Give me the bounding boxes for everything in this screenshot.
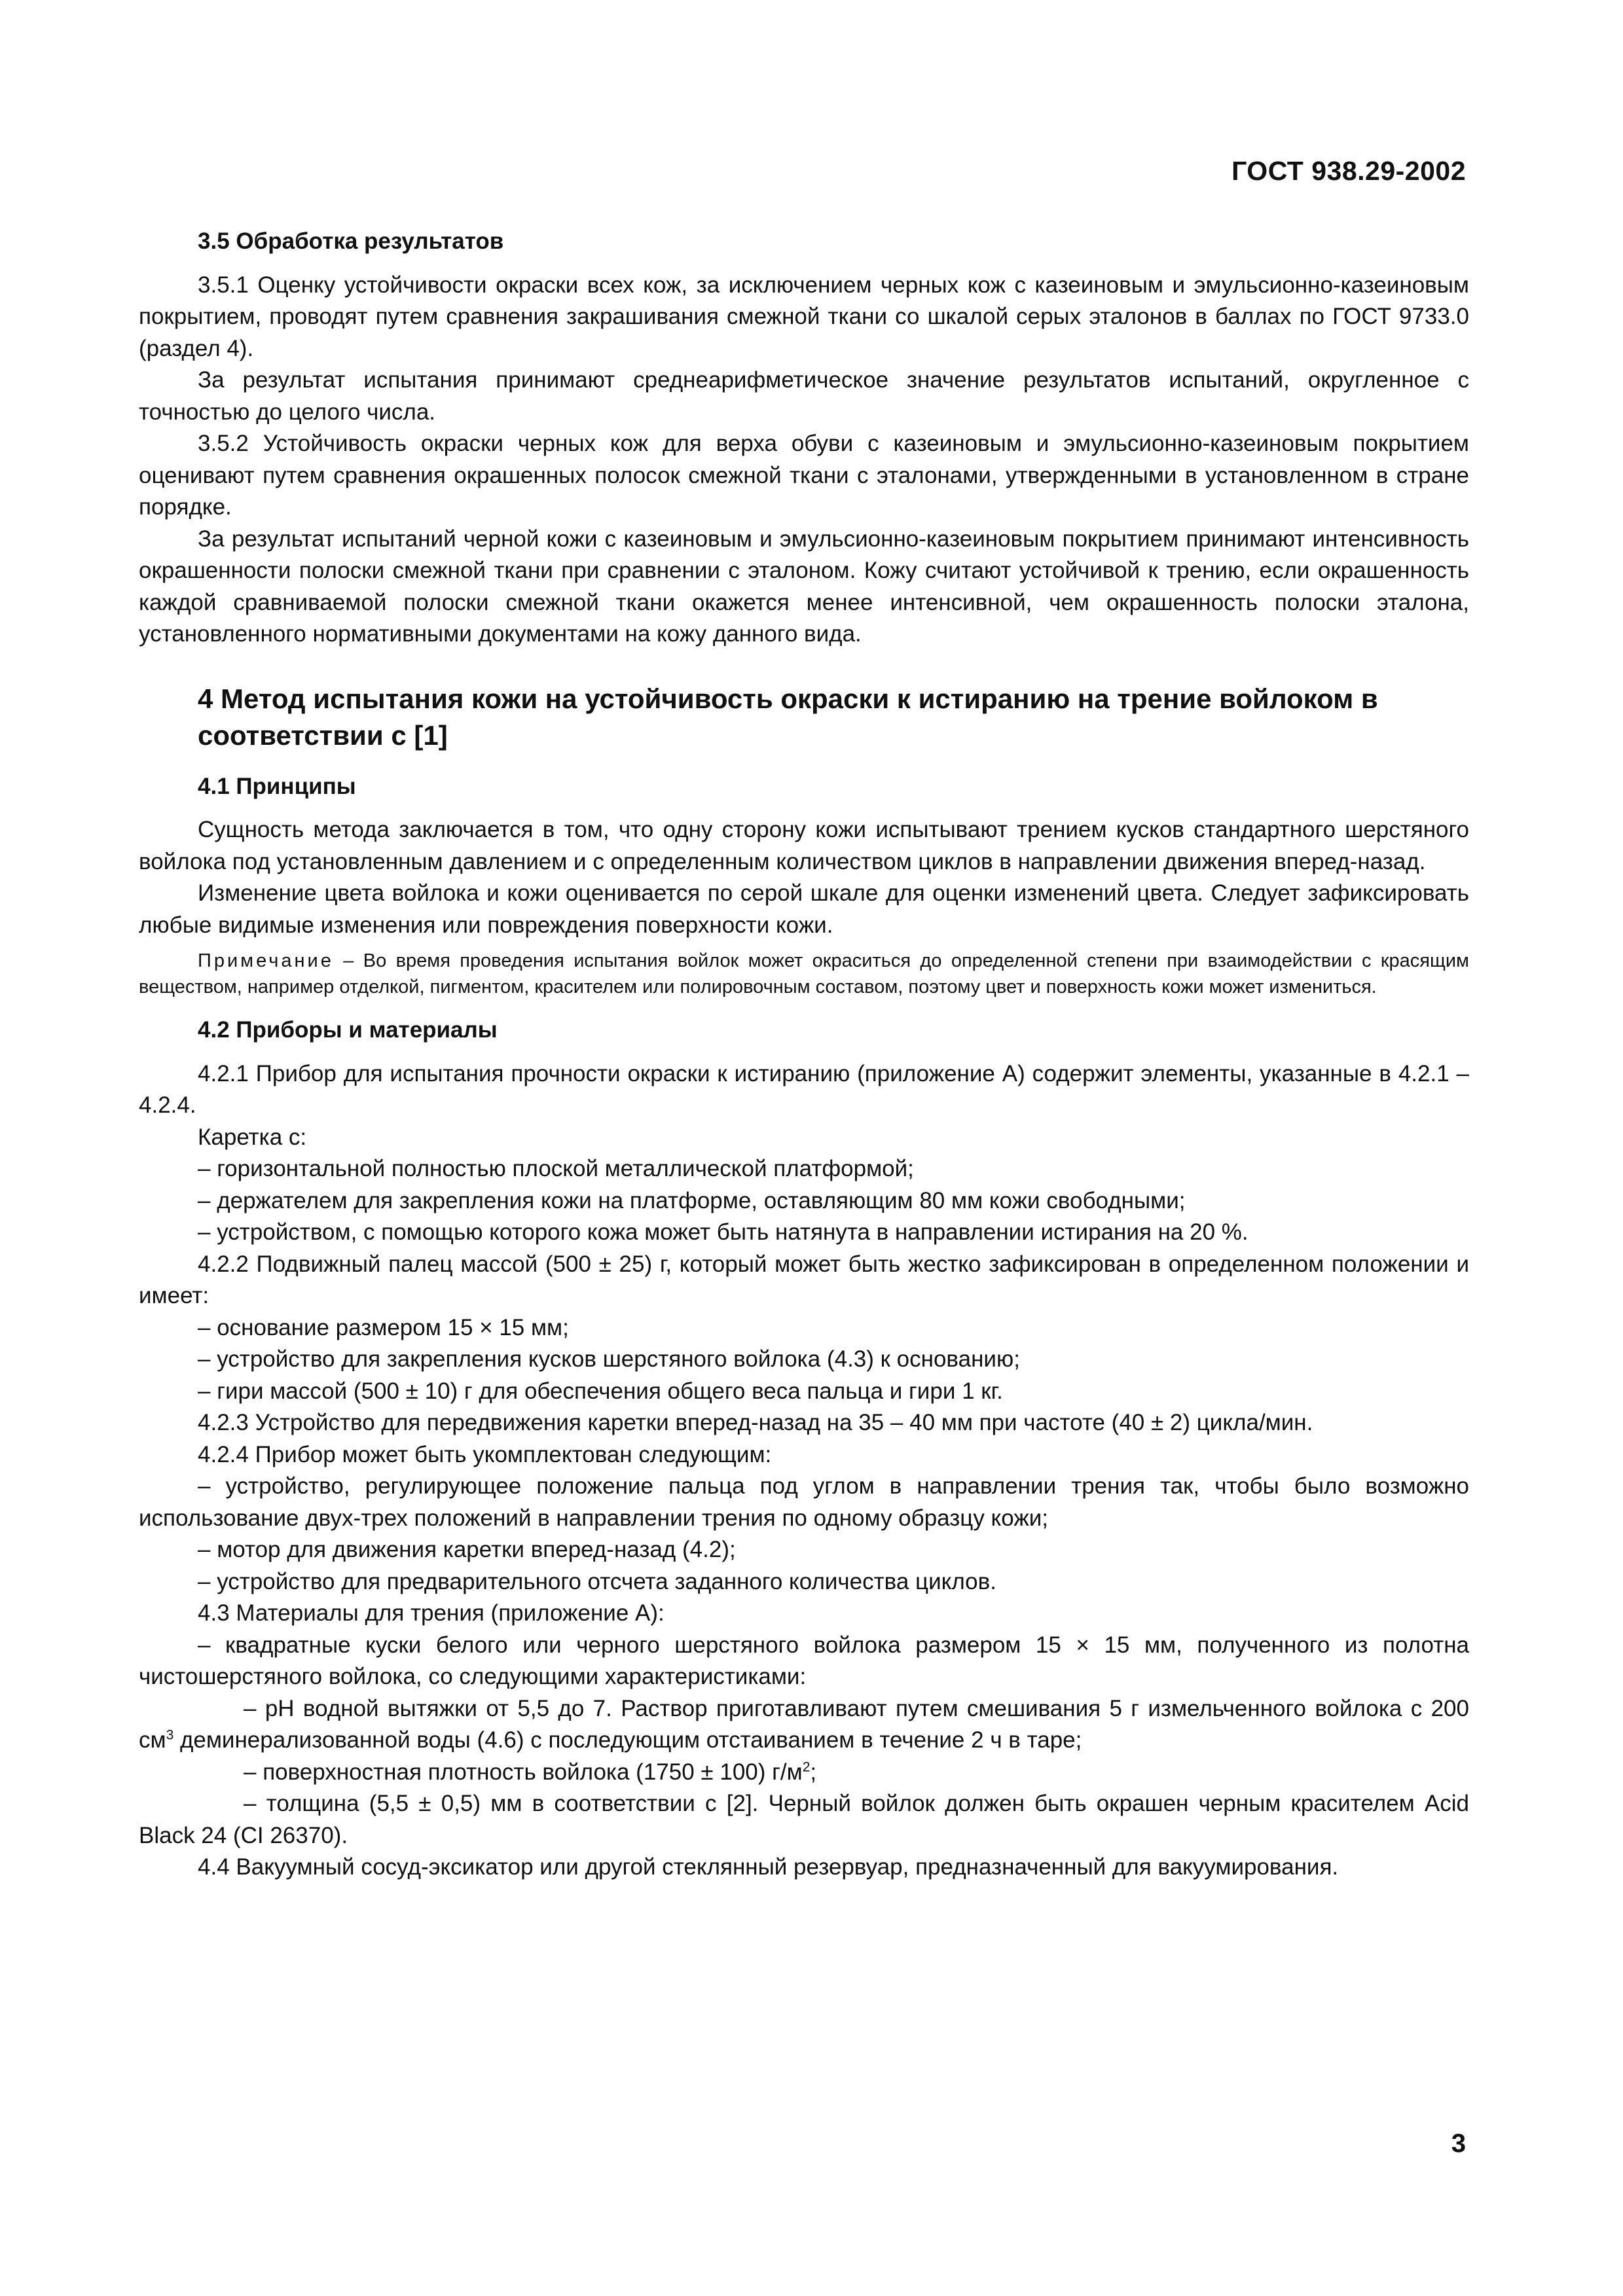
line-base-size: – основание размером 15 × 15 мм; (198, 1314, 569, 1340)
section-4-2-title: 4.2 Приборы и материалы (198, 1017, 498, 1043)
note-label: Примечание (198, 950, 334, 971)
section-3-5-title: 3.5 Обработка результатов (198, 228, 504, 254)
section-4-1-title: 4.1 Принципы (198, 773, 356, 799)
line-4-2-1: 4.2.1 Прибор для испытания прочности окраски к истиранию (приложение А) содержит элементы, указанные в 4.2.1 – 4.2.4. (139, 1060, 1469, 1118)
line-motor: – мотор для движения каретки вперед-назад (4.2); (198, 1537, 736, 1562)
standard-designation: ГОСТ 938.29-2002 (1231, 156, 1466, 186)
paragraph-3-5-1: 3.5.1 Оценку устойчивости окраски всех кож, за исключением черных кож с казеиновым и эмульсионно-казеиновым покрытием, проводят путем сравнения закрашивания смежной ткани со шкалой серых эталонов в баллах по ГОСТ 9733.0 (раздел 4). (139, 272, 1469, 361)
document-body (139, 226, 1469, 1884)
note (139, 948, 1469, 1000)
note-text: – Во время проведения испытания войлок может окраситься до определенной степени при взаимодействии с красящим веществом, например отделкой, пигментом, красителем или полировочным составом, поэтому цвет и поверхность кожи может измениться. (139, 950, 1469, 997)
line-density (139, 1757, 1469, 1789)
line-platform: – горизонтальной полностью плоской металлической платформой; (198, 1156, 914, 1181)
line-holder: – держателем для закрепления кожи на платформе, оставляющим 80 мм кожи свободными; (198, 1187, 1186, 1213)
paragraph-4-4: 4.4 Вакуумный сосуд-эксикатор или другой стеклянный резервуар, предназначенный для вакуумирования. (198, 1854, 1339, 1880)
ph-superscript: 3 (166, 1727, 174, 1743)
page-number: 3 (1451, 2129, 1466, 2158)
ph-text-a: – рН водной вытяжки от 5,5 до 7. Раствор приготавливают путем смешивания 5 г измельченного войлока с 200 см (139, 1695, 1469, 1753)
paragraph-3-5-2-result: За результат испытаний черной кожи с казеиновым и эмульсионно-казеиновым покрытием принимают интенсивность окрашенности полоски смежной ткани при сравнении с эталоном. Кожу считают устойчивой к трению, если окрашенность каждой сравниваемой полоски смежной ткани окажется менее интенсивной, чем окрашенность полоски эталона, установленного нормативными документами на кожу данного вида. (139, 526, 1469, 647)
paragraph-3-5-2: 3.5.2 Устойчивость окраски черных кож для верха обуви с казеиновым и эмульсионно-казеиновым покрытием оценивают путем сравнения окрашенных полосок смежной ткани с эталонами, утвержденными в установленном в стране порядке. (139, 431, 1469, 520)
line-4-3: 4.3 Материалы для трения (приложение А): (198, 1600, 665, 1626)
density-text-a: – поверхностная плотность войлока (1750 ± 100) г/м (244, 1759, 803, 1785)
line-angle-device: – устройство, регулирующее положение пальца под углом в направлении трения так, чтобы было возможно использование двух-трех положений в направлении трения по одному образцу кожи; (139, 1473, 1469, 1531)
line-weights: – гири массой (500 ± 10) г для обеспечения общего веса пальца и гири 1 кг. (198, 1378, 1003, 1404)
density-text-b: ; (810, 1759, 817, 1785)
line-4-2-2: 4.2.2 Подвижный палец массой (500 ± 25) г, который может быть жестко зафиксирован в определенном положении и имеет: (139, 1251, 1469, 1308)
line-felt-fixing: – устройство для закрепления кусков шерстяного войлока (4.3) к основанию; (198, 1346, 1020, 1372)
line-felt-squares: – квадратные куски белого или черного шерстяного войлока размером 15 × 15 мм, полученного из полотна чистошерстяного войлока, со следующими характеристиками: (139, 1632, 1469, 1689)
section-4-title: 4 Метод испытания кожи на устойчивость окраски к истиранию на трение войлоком в соответствии с [1] (198, 683, 1378, 751)
ph-text-b: деминерализованной воды (4.6) с последующим отстаиванием в течение 2 ч в таре; (173, 1727, 1082, 1753)
line-carriage: Каретка с: (198, 1124, 307, 1150)
paragraph-4-1-principle: Сущность метода заключается в том, что одну сторону кожи испытывают трением кусков стандартного шерстяного войлока под установленным давлением и с определенным количеством циклов в направлении движения вперед-назад. (139, 817, 1469, 874)
line-ph (139, 1693, 1469, 1757)
paragraph-3-5-1-result: За результат испытания принимают среднеарифметическое значение результатов испытаний, округленное с точностью до целого числа. (139, 367, 1469, 425)
line-thickness: – толщина (5,5 ± 0,5) мм в соответствии с [2]. Черный войлок должен быть окрашен черным красителем Acid Black 24 (CI 26370). (139, 1791, 1469, 1848)
line-stretch-device: – устройством, с помощью которого кожа может быть натянута в направлении истирания на 20 %. (198, 1219, 1249, 1245)
line-4-2-4: 4.2.4 Прибор может быть укомплектован следующим: (198, 1441, 772, 1467)
density-superscript: 2 (802, 1759, 811, 1774)
line-counter: – устройство для предварительного отсчета заданного количества циклов. (198, 1568, 996, 1594)
line-4-2-3: 4.2.3 Устройство для передвижения каретки вперед-назад на 35 – 40 мм при частоте (40 ± 2) цикла/мин. (198, 1410, 1313, 1435)
paragraph-4-1-assessment: Изменение цвета войлока и кожи оценивается по серой шкале для оценки изменений цвета. Следует зафиксировать любые видимые изменения или повреждения поверхности кожи. (139, 880, 1469, 938)
